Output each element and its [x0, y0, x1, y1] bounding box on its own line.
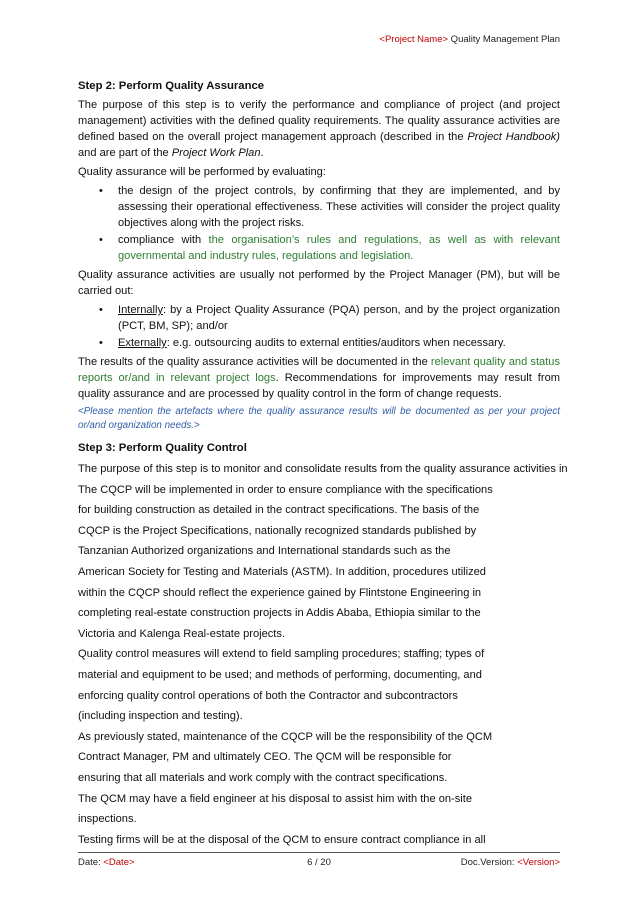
underlined-term: Externally	[118, 337, 167, 349]
text-run: The results of the quality assurance activities will be documented in the	[78, 356, 431, 368]
text-run: and are part of the	[78, 147, 172, 159]
underlined-term: Internally	[118, 304, 164, 316]
text-line: The CQCP will be implemented in order to ensure compliance with the specifications	[78, 483, 493, 496]
footer-version-placeholder: <Version>	[517, 857, 560, 868]
text-line: Contract Manager, PM and ultimately CEO. The QCM will be responsible for	[78, 751, 452, 764]
text-line: The purpose of this step is to monitor and consolidate results from the quality assurance activities in	[78, 463, 568, 475]
list-item	[99, 232, 560, 264]
step3-heading: Step 3: Perform Quality Control	[78, 442, 247, 454]
list-item	[99, 335, 560, 351]
text-line: Tanzanian Authorized organizations and International standards such as the	[78, 545, 451, 558]
highlighted-text: relevant quality and status reports or/and in relevant project logs	[78, 356, 560, 384]
footer-divider	[78, 852, 560, 853]
header-title: Quality Management Plan	[448, 34, 560, 45]
text-line: (including inspection and testing).	[78, 710, 243, 723]
list-item	[99, 183, 560, 231]
list-item	[99, 302, 560, 334]
text-run: . Recommendations for improvements may result from quality assurance and are processed by quality control in the form of change requests.	[78, 372, 560, 400]
document-body	[78, 78, 568, 850]
footer-version	[461, 857, 560, 868]
emphasis-project-handbook: Project Handbook)	[467, 131, 560, 143]
text-run: .	[260, 147, 264, 159]
text-line: completing real-estate construction projects in Addis Ababa, Ethiopia similar to the	[78, 607, 481, 620]
text-line: Testing firms will be at the disposal of the QCM to ensure contract compliance in all	[78, 833, 486, 846]
text-line: inspections.	[78, 813, 137, 826]
text-line: Quality control measures will extend to field sampling procedures; staffing; types of	[78, 648, 485, 661]
text-line: within the CQCP should reflect the experience gained by Flintstone Engineering in	[78, 586, 482, 599]
step2-paragraph-purpose	[78, 97, 560, 161]
footer-date-placeholder: <Date>	[103, 857, 135, 868]
list-item-text: : e.g. outsourcing audits to external entities/auditors when necessary.	[166, 337, 506, 349]
text-line: enforcing quality control operations of both the Contractor and subcontractors	[78, 689, 458, 702]
performer-list	[78, 302, 560, 351]
step2-paragraph-results	[78, 354, 560, 402]
bullet-icon: •	[99, 337, 103, 349]
step2-heading: Step 2: Perform Quality Assurance	[78, 80, 265, 92]
text-run: The purpose of this step is to verify the performance and compliance of project (and project management) activities with the defined quality requirements. The quality assurance activities are defined based on the overall project management approach (described in the	[78, 99, 560, 143]
step3-text	[78, 459, 568, 850]
page-header	[379, 34, 560, 45]
page-number: 6 / 20	[307, 857, 331, 868]
bullet-icon: •	[99, 304, 103, 316]
text-line: ensuring that all materials and work comply with the contract specifications.	[78, 771, 448, 784]
list-item-text: the design of the project controls, by confirming that they are implemented, and by assessing their operational effectiveness. These activities will consider the project quality objectives along with the project risks.	[118, 185, 560, 229]
text-line: Victoria and Kalenga Real-estate projects.	[78, 627, 286, 640]
step2-paragraph-evaluating: Quality assurance will be performed by evaluating:	[78, 166, 326, 178]
list-item-text: compliance with	[118, 234, 209, 246]
text-line: The QCM may have a field engineer at his disposal to assist him with the on-site	[78, 792, 473, 805]
bullet-icon: •	[99, 234, 103, 246]
list-item-text: : by a Project Quality Assurance (PQA) person, and by the project organization (PCT, BM, SP); and/or	[118, 304, 560, 332]
text-line: material and equipment to be used; and methods of performing, documenting, and	[78, 668, 482, 681]
header-project-placeholder: <Project Name>	[379, 34, 449, 45]
guidance-note: <Please mention the artefacts where the quality assurance results will be documented as per your project or/and organization needs.>	[78, 406, 560, 431]
text-line: CQCP is the Project Specifications, nationally recognized standards published by	[78, 524, 477, 537]
step2-paragraph-performers: Quality assurance activities are usually not performed by the Project Manager (PM), but will be carried out:	[78, 269, 560, 297]
highlighted-text: the organisation’s rules and regulations, as well as with relevant governmental and industry rules, regulations and legislation.	[118, 234, 560, 262]
text-line: As previously stated, maintenance of the CQCP will be the responsibility of the QCM	[78, 730, 493, 743]
text-line: for building construction as detailed in the contract specifications. The basis of the	[78, 504, 480, 517]
evaluation-list	[78, 183, 560, 264]
footer-date-label: Date:	[78, 857, 104, 868]
emphasis-project-work-plan: Project Work Plan	[171, 147, 261, 159]
bullet-icon: •	[99, 185, 103, 197]
text-line: American Society for Testing and Materials (ASTM). In addition, procedures utilized	[78, 565, 486, 578]
footer-version-label: Doc.Version:	[460, 857, 518, 868]
